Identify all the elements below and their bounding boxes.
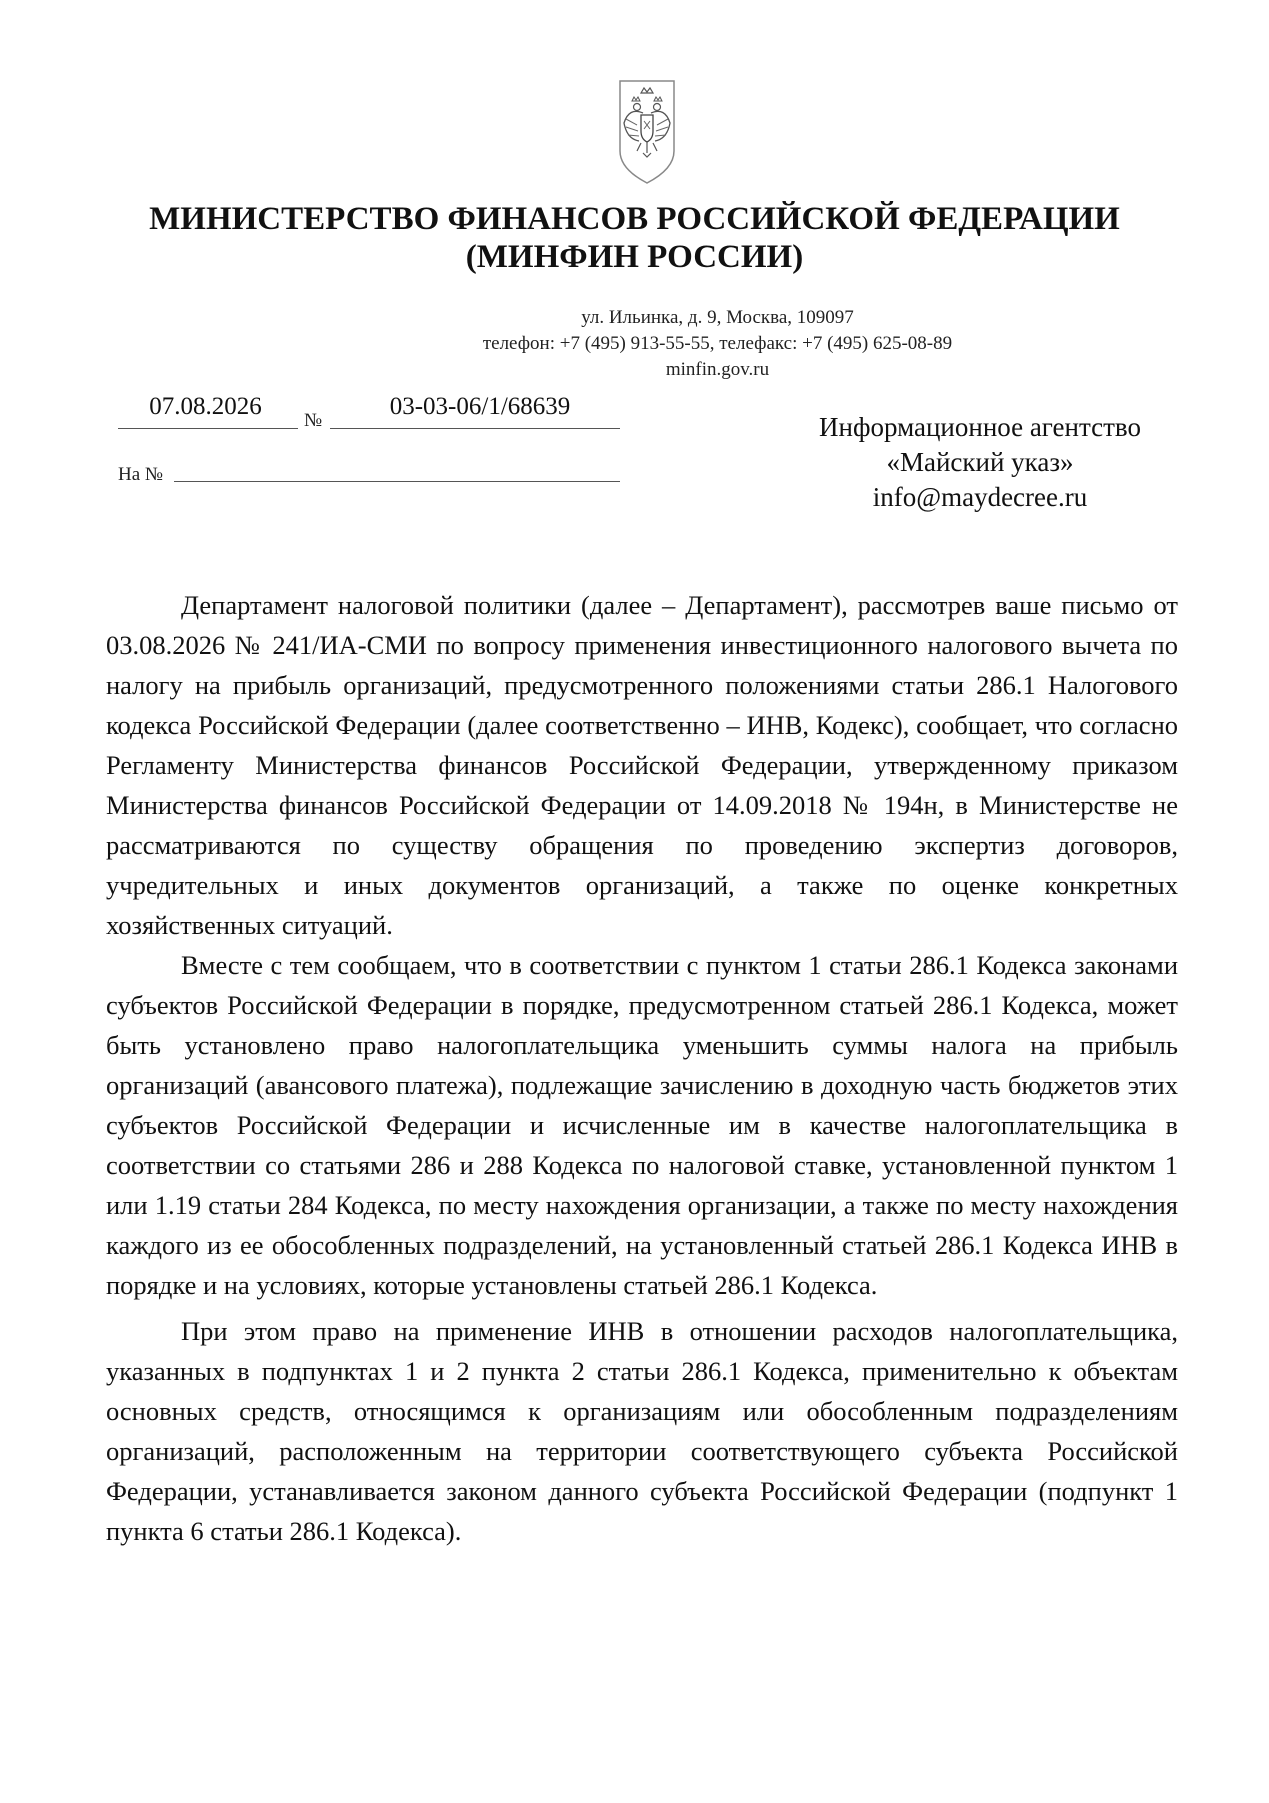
body-paragraph-1: Департамент налоговой политики (далее – Департамент), рассмотрев ваше письмо от 03.08.2026 № 241/ИА-СМИ по вопросу применения инвестиционного налогового вычета по налогу на прибыль организаций, предусмотренного положениями статьи 286.1 Налогового кодекса Российской Федерации (далее соответственно – ИНВ, Кодекс), сообщает, что согласно Регламенту Министерства финансов Российской Федерации, утвержденному приказом Министерства финансов Российской Федерации от 14.09.2018 № 194н, в Министерстве не рассматриваются по существу обращения по проведению экспертиз договоров, учредительных и иных документов организаций, а также по оценке конкретных хозяйственных ситуаций. (106, 590, 1178, 940)
reply-to-label: На № (118, 464, 164, 485)
date-underline (118, 428, 298, 429)
ministry-short-name: (МИНФИН РОССИИ) (465, 239, 804, 275)
reply-to-underline (174, 481, 620, 482)
number-sign: № (304, 410, 323, 431)
body-paragraph-2: Вместе с тем сообщаем, что в соответствии с пунктом 1 статьи 286.1 Кодекса законами субъектов Российской Федерации в порядке, предусмотренном статьей 286.1 Кодекса, может быть установлено право налогоплательщика уменьшить суммы налога на прибыль организаций (авансового платежа), подлежащие зачислению в доходную часть бюджетов этих субъектов Российской Федерации и исчисленные им в качестве налогоплательщика в соответствии со статьями 286 и 288 Кодекса по налоговой ставке, установленной пунктом 1 или 1.19 статьи 284 Кодекса, по месту нахождения организации, а также по месту нахождения каждого из ее обособленных подразделений, на установленный статьей 286.1 Кодекса ИНВ в порядке и на условиях, которые установлены статьей 286.1 Кодекса. (106, 950, 1178, 1300)
ministry-website: minfin.gov.ru (665, 359, 770, 380)
recipient-email: info@maydecree.ru (872, 482, 1088, 512)
recipient-name: Информационное агентство (819, 412, 1141, 442)
body-paragraph-3: При этом право на применение ИНВ в отношении расходов налогоплательщика, указанных в подпунктах 1 и 2 пункта 2 статьи 286.1 Кодекса, применительно к объектам основных средств, относящимся к организациям или обособленным подразделениям организаций, расположенным на территории соответствующего субъекта Российской Федерации, устанавливается законом данного субъекта Российской Федерации (подпункт 1 пункта 6 статьи 286.1 Кодекса). (106, 1316, 1178, 1546)
number-underline (330, 428, 620, 429)
letter-number: 03-03-06/1/68639 (389, 393, 571, 420)
letter-body (106, 585, 1178, 1551)
recipient-block (790, 410, 1170, 515)
ministry-name: МИНИСТЕРСТВО ФИНАНСОВ РОССИЙСКОЙ ФЕДЕРАЦИИ (149, 201, 1120, 237)
ministry-address: ул. Ильинка, д. 9, Москва, 109097 (581, 307, 854, 328)
letter-date: 07.08.2026 (149, 393, 262, 420)
ministry-phones: телефон: +7 (495) 913-55-55, телефакс: +7 (495) 625-08-89 (482, 333, 953, 354)
recipient-title: «Майский указ» (886, 447, 1074, 477)
coat-of-arms-icon (617, 79, 677, 185)
